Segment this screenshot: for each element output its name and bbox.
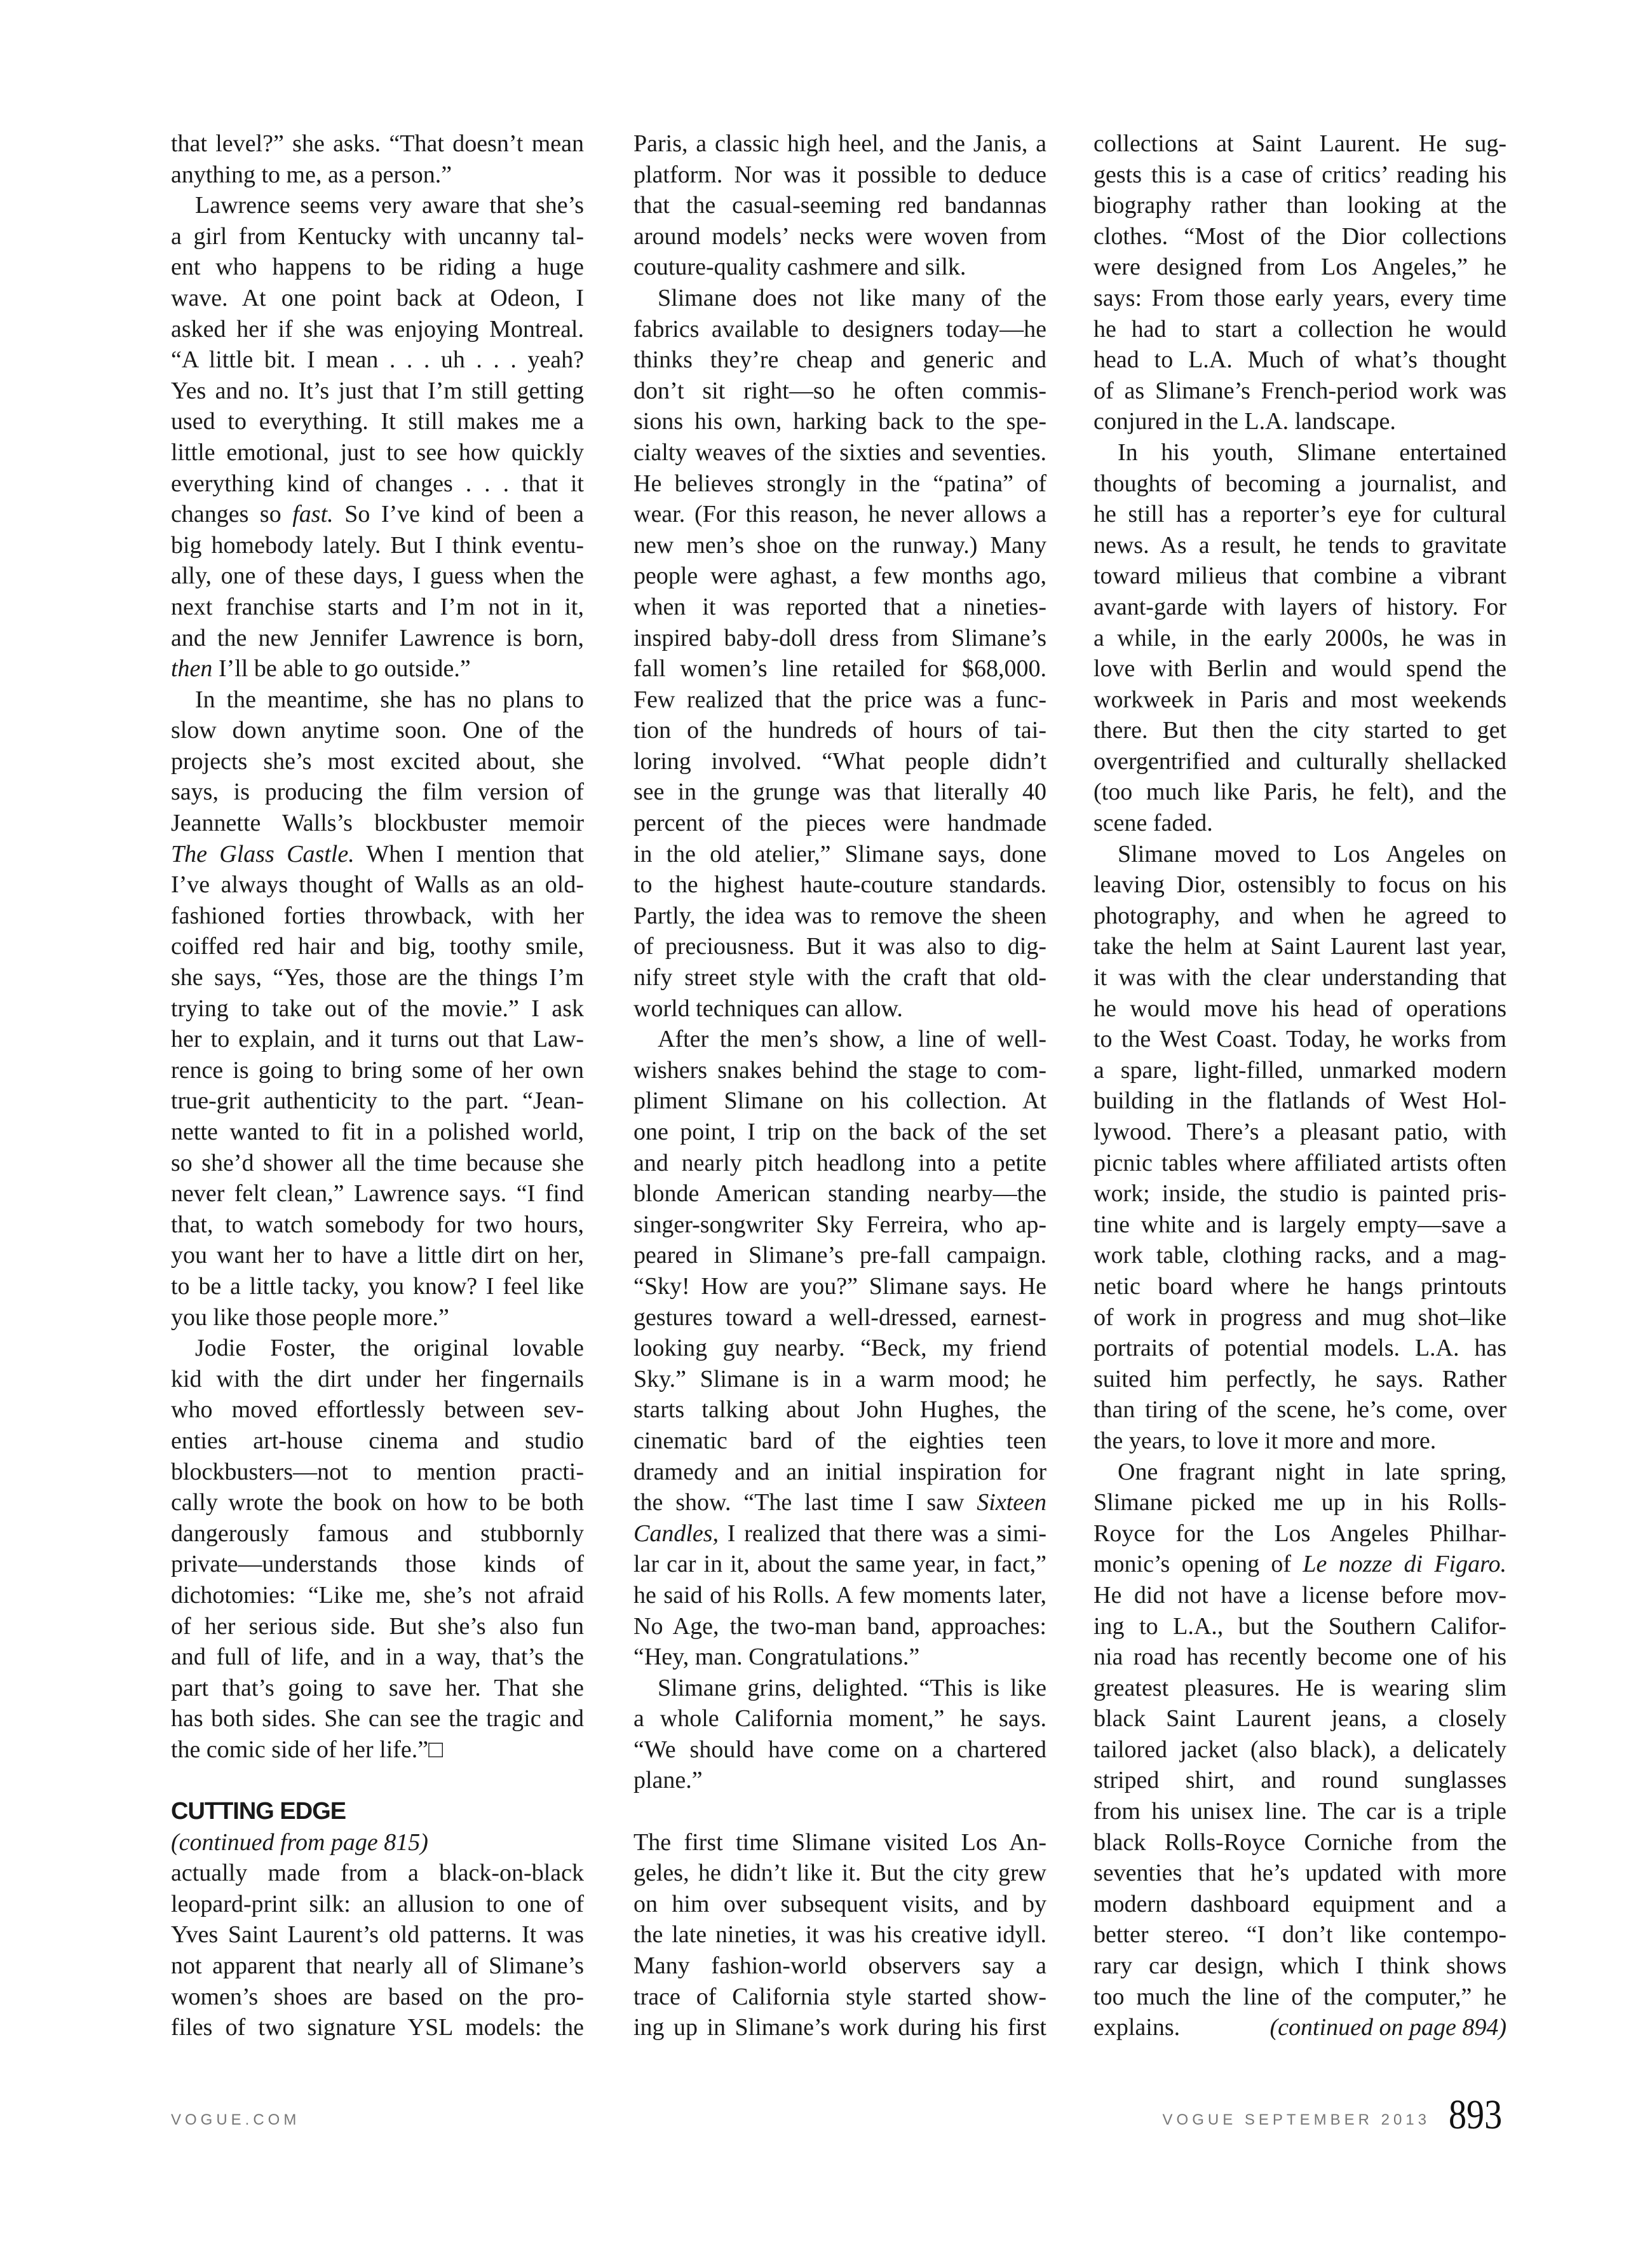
text-line: in the old atelier,” Slimane says, done	[633, 840, 1046, 868]
paragraph	[633, 1024, 1046, 1672]
text-line: of as Slimane’s French-period work was	[1093, 377, 1506, 404]
text-line: the comic side of her life.”□	[171, 1736, 443, 1763]
text-line: lar car in it, about the same year, in fact,”	[633, 1551, 1046, 1578]
text-line: blonde American standing nearby—the	[633, 1180, 1046, 1208]
text-line: has both sides. She can see the tragic and	[171, 1705, 584, 1732]
text-line: Yes and no. It’s just that I’m still getting	[171, 377, 584, 404]
paragraph	[1093, 128, 1506, 437]
text-line: he had to start a collection he would	[1093, 315, 1506, 343]
text-line: ing up in Slimane’s work during his first	[633, 2014, 1046, 2041]
text-line: a whole California moment,” he says.	[633, 1705, 1046, 1732]
text-line: portraits of potential models. L.A. has	[1093, 1335, 1506, 1362]
text-line: starts talking about John Hughes, the	[633, 1396, 1046, 1424]
text-line: Lawrence seems very aware that she’s	[195, 192, 584, 219]
text-line: toward milieus that combine a vibrant	[1093, 562, 1506, 590]
text-line: of work in progress and mug shot–like	[1093, 1303, 1506, 1331]
text-line: singer-songwriter Sky Ferreira, who ap-	[633, 1211, 1046, 1238]
text-line: rary car design, which I think shows	[1093, 1952, 1506, 1980]
text-line: new men’s shoe on the runway.) Many	[633, 531, 1046, 559]
text-line: world techniques can allow.	[633, 995, 903, 1022]
text-line: news. As a result, he tends to gravitate	[1093, 531, 1506, 559]
text-line: he still has a reporter’s eye for cultural	[1093, 501, 1506, 528]
text-line: rence is going to bring some of her own	[171, 1056, 584, 1084]
text-line: sions his own, harking back to the spe-	[633, 408, 1046, 435]
text-line: black Saint Laurent jeans, a closely	[1093, 1705, 1506, 1732]
text-line: and full of life, and in a way, that’s the	[171, 1644, 584, 1671]
text-line: tailored jacket (also black), a delicately	[1093, 1736, 1506, 1763]
text-line: when it was reported that a nineties-	[633, 593, 1046, 620]
paragraph	[1093, 1457, 1506, 2043]
text-line: Many fashion-world observers say a	[633, 1952, 1046, 1980]
text-line: ing to L.A., but the Southern Califor-	[1093, 1612, 1506, 1640]
text-line	[171, 839, 584, 870]
text-line: trace of California style started show-	[633, 1983, 1046, 2010]
text-line: and nearly pitch headlong into a petite	[633, 1149, 1046, 1176]
text-line: you want her to have a little dirt on her,	[171, 1242, 584, 1269]
italic-text: The Glass Castle.	[171, 840, 355, 868]
text-line: Jeannette Walls’s blockbuster memoir	[171, 810, 584, 837]
text-line: you like those people more.”	[171, 1303, 449, 1331]
text-line: After the men’s show, a line of well-	[658, 1026, 1046, 1053]
text-line: Jodie Foster, the original lovable	[195, 1335, 584, 1362]
text-line: conjured in the L.A. landscape.	[1093, 408, 1396, 435]
text-line: wishers snakes behind the stage to com-	[633, 1056, 1046, 1084]
text-line: wear. (For this reason, he never allows a	[633, 501, 1046, 528]
text-line: around models’ necks were woven from	[633, 222, 1046, 250]
text-line: black Rolls-Royce Corniche from the	[1093, 1828, 1506, 1856]
italic-text: Sixteen	[977, 1489, 1046, 1516]
text-line: workweek in Paris and most weekends	[1093, 686, 1506, 713]
text-line: ally, one of these days, I guess when the	[171, 562, 584, 590]
paragraph	[171, 1858, 584, 2043]
text-line: He did not have a license before mov-	[1093, 1581, 1506, 1609]
text-line: were designed from Los Angeles,” he	[1093, 254, 1506, 281]
text-line: actually made from a black-on-black	[171, 1860, 584, 1887]
text-line: she says, “Yes, those are the things I’m	[171, 964, 584, 991]
paragraph	[633, 128, 1046, 283]
paragraph	[633, 1673, 1046, 1796]
text-line: to the highest haute-couture standards.	[633, 871, 1046, 899]
text-line: says: From those early years, every time	[1093, 284, 1506, 311]
text-line: cally wrote the book on how to be both	[171, 1489, 584, 1516]
text-line: there. But then the city started to get	[1093, 717, 1506, 744]
text-line: the late nineties, it was his creative idyll.	[633, 1921, 1046, 1949]
text-line	[633, 1487, 1046, 1518]
text-line	[171, 499, 584, 530]
text-line: says, is producing the film version of	[171, 779, 584, 806]
text-line: No Age, the two-man band, approaches:	[633, 1612, 1046, 1640]
text-line: a while, in the early 2000s, he was in	[1093, 624, 1506, 651]
text-line: from his unisex line. The car is a triple	[1093, 1798, 1506, 1825]
text-line: fashioned forties throwback, with her	[171, 902, 584, 929]
text-run: I realized that there was a simi-	[719, 1520, 1046, 1547]
text-line: looking guy nearby. “Beck, my friend	[633, 1335, 1046, 1362]
paragraph	[171, 684, 584, 1333]
text-line: Slimane picked me up in his Rolls-	[1093, 1489, 1506, 1516]
text-line: platform. Nor was it possible to deduce	[633, 161, 1046, 188]
italic-text: then	[171, 655, 213, 683]
text-line: enties art-house cinema and studio	[171, 1427, 584, 1454]
text-line: slow down anytime soon. One of the	[171, 717, 584, 744]
text-line: lywood. There’s a pleasant patio, with	[1093, 1119, 1506, 1145]
text-line: Slimane does not like many of the	[658, 284, 1046, 311]
article-column-2	[633, 128, 1046, 2043]
text-line: asked her if she was enjoying Montreal.	[171, 315, 584, 343]
page-number: 893	[1449, 2092, 1503, 2138]
text-line: picnic tables where affiliated artists often	[1093, 1149, 1506, 1176]
text-run: When I mention that	[354, 840, 584, 868]
text-line: One fragrant night in late spring,	[1118, 1458, 1506, 1485]
text-line: greatest pleasures. He is wearing slim	[1093, 1674, 1506, 1701]
text-line: trying to take out of the movie.” I ask	[171, 995, 584, 1022]
text-line: couture-quality cashmere and silk.	[633, 254, 966, 281]
text-line: too much the line of the computer,” he	[1093, 1983, 1506, 2010]
text-line: big homebody lately. But I think eventu-	[171, 531, 584, 559]
continued-on-note: (continued on page 894)	[1269, 2014, 1506, 2041]
text-line: modern dashboard equipment and a	[1093, 1890, 1506, 1917]
text-line: loring involved. “What people didn’t	[633, 747, 1046, 775]
text-line: geles, he didn’t like it. But the city grew	[633, 1860, 1046, 1887]
text-line: people were aghast, a few months ago,	[633, 562, 1046, 590]
text-line: fabrics available to designers today—he	[633, 315, 1046, 343]
text-line: percent of the pieces were handmade	[633, 810, 1046, 837]
text-line: that, to watch somebody for two hours,	[171, 1211, 584, 1238]
text-line: files of two signature YSL models: the	[171, 2014, 584, 2041]
text-line: to the West Coast. Today, he works from	[1093, 1026, 1506, 1053]
text-line: anything to me, as a person.”	[171, 161, 452, 188]
text-line: a spare, light-filled, unmarked modern	[1093, 1056, 1506, 1084]
text-line: he said of his Rolls. A few moments later,	[633, 1581, 1046, 1609]
text-line: building in the flatlands of West Hol-	[1093, 1087, 1506, 1115]
continued-from-note: (continued from page 815)	[171, 1828, 428, 1856]
text-line: see in the grunge was that literally 40	[633, 779, 1046, 806]
text-line: work table, clothing racks, and a mag-	[1093, 1242, 1506, 1269]
text-line: nify street style with the craft that old-	[633, 964, 1046, 991]
text-line: wave. At one point back at Odeon, I	[171, 284, 584, 311]
text-line: Royce for the Los Angeles Philhar-	[1093, 1520, 1506, 1547]
text-line	[633, 1518, 1046, 1549]
text-line: don’t sit right—so he often commis-	[633, 377, 1046, 404]
paragraph	[171, 190, 584, 684]
text-line: “We should have come on a chartered	[633, 1736, 1046, 1763]
text-line: part that’s going to save her. That she	[171, 1674, 584, 1701]
text-line: head to L.A. Much of what’s thought	[1093, 346, 1506, 374]
text-line: tine white and is largely empty—save a	[1093, 1211, 1506, 1238]
text-line: blockbusters—not to mention practi-	[171, 1458, 584, 1485]
text-line: not apparent that nearly all of Slimane’s	[171, 1952, 584, 1980]
text-line: nia road has recently become one of his	[1093, 1644, 1506, 1671]
text-line: thoughts of becoming a journalist, and	[1093, 470, 1506, 497]
text-line: suited him perfectly, he says. Rather	[1093, 1365, 1506, 1392]
text-line: clothes. “Most of the Dior collections	[1093, 222, 1506, 250]
text-line: In the meantime, she has no plans to	[195, 686, 584, 713]
footer-website: VOGUE.COM	[171, 2111, 301, 2128]
text-line: he would move his head of operations	[1093, 995, 1506, 1022]
text-line: leaving Dior, ostensibly to focus on his	[1093, 871, 1506, 899]
text-line: The first time Slimane visited Los An-	[633, 1828, 1046, 1856]
text-line: tion of the hundreds of hours of tai-	[633, 717, 1046, 744]
text-line: and the new Jennifer Lawrence is born,	[171, 624, 584, 651]
text-line: I’ve always thought of Walls as an old-	[171, 871, 584, 899]
text-line: used to everything. It still makes me a	[171, 408, 584, 435]
text-line: inspired baby-doll dress from Slimane’s	[633, 624, 1046, 651]
text-line: (too much like Paris, he felt), and the	[1093, 779, 1506, 806]
text-line: that the casual-seeming red bandannas	[633, 192, 1046, 219]
text-line	[1093, 1549, 1506, 1580]
text-line: little emotional, just to see how quickly	[171, 439, 584, 466]
article-column-1	[171, 128, 584, 2043]
text-line: of her serious side. But she’s also fun	[171, 1612, 584, 1640]
text-line: everything kind of changes . . . that it	[171, 470, 584, 497]
text-line: pliment Slimane on his collection. At	[633, 1087, 1046, 1115]
text-line: striped shirt, and round sunglasses	[1093, 1767, 1506, 1794]
article-column-3	[1093, 128, 1506, 2043]
text-line: gests this is a case of critics’ reading his	[1093, 161, 1506, 188]
text-line: fall women’s line retailed for $68,000.	[633, 655, 1046, 683]
footer-issue: VOGUE SEPTEMBER 2013	[1162, 2111, 1430, 2128]
text-line: Yves Saint Laurent’s old patterns. It was	[171, 1921, 584, 1949]
text-line: cialty weaves of the sixties and seventies.	[633, 439, 1046, 466]
text-run: monic’s opening of	[1093, 1551, 1303, 1578]
text-line: He believes strongly in the “patina” of	[633, 470, 1046, 497]
text-line: that level?” she asks. “That doesn’t mean	[171, 130, 584, 157]
text-run: So I’ve kind of been a	[333, 501, 584, 528]
text-line: collections at Saint Laurent. He sug-	[1093, 130, 1506, 157]
text-line: women’s shoes are based on the pro-	[171, 1983, 584, 2010]
text-run: the show. “The last time I saw	[633, 1489, 977, 1516]
text-line: love with Berlin and would spend the	[1093, 655, 1506, 683]
text-line: work; inside, the studio is painted pris-	[1093, 1180, 1506, 1208]
text-line: dramedy and an initial inspiration for	[633, 1458, 1046, 1485]
text-line: ent who happens to be riding a huge	[171, 254, 584, 281]
text-line: avant-garde with layers of history. For	[1093, 593, 1506, 620]
text-line: next franchise starts and I’m not in it,	[171, 593, 584, 620]
text-line: better stereo. “I don’t like contempo-	[1093, 1921, 1506, 1949]
italic-text: Candles,	[633, 1520, 719, 1547]
text-line: kid with the dirt under her fingernails	[171, 1365, 584, 1392]
text-line: “Hey, man. Congratulations.”	[633, 1644, 920, 1671]
paragraph	[1093, 839, 1506, 1457]
text-line: biography rather than looking at the	[1093, 192, 1506, 219]
text-line: true-grit authenticity to the part. “Jean-	[171, 1087, 584, 1115]
paragraph	[633, 283, 1046, 1024]
text-line: it was with the clear understanding that	[1093, 964, 1506, 991]
text-line: seventies that he’s updated with more	[1093, 1860, 1506, 1887]
text-line: gestures toward a well-dressed, earnest-	[633, 1303, 1046, 1331]
section-heading: CUTTING EDGE	[171, 1798, 346, 1825]
text-line: thinks they’re cheap and generic and	[633, 346, 1046, 374]
paragraph	[171, 128, 584, 190]
text-line: on him over subsequent visits, and by	[633, 1890, 1046, 1917]
text-line: Few realized that the price was a func-	[633, 686, 1046, 713]
text-line: projects she’s most excited about, she	[171, 747, 584, 775]
text-line: dangerously famous and stubbornly	[171, 1520, 584, 1547]
text-line: a girl from Kentucky with uncanny tal-	[171, 222, 584, 250]
text-line: “Sky! How are you?” Slimane says. He	[633, 1272, 1046, 1300]
paragraph-spacer	[171, 1765, 584, 1796]
text-line: take the helm at Saint Laurent last year,	[1093, 933, 1506, 960]
text-line: Slimane grins, delighted. “This is like	[658, 1674, 1046, 1701]
text-line: leopard-print silk: an allusion to one of	[171, 1890, 584, 1917]
text-line: peared in Slimane’s pre-fall campaign.	[633, 1242, 1046, 1269]
text-run: I’ll be able to go outside.”	[212, 655, 471, 683]
text-run: changes so	[171, 501, 293, 528]
text-line: who moved effortlessly between sev-	[171, 1396, 584, 1424]
text-line: Slimane moved to Los Angeles on	[1118, 840, 1506, 868]
text-line: her to explain, and it turns out that Law-	[171, 1026, 584, 1053]
text-line: explains. (continued on page 894)	[1093, 2012, 1506, 2043]
text-line: scene faded.	[1093, 810, 1213, 837]
text-line: private—understands those kinds of	[171, 1551, 584, 1578]
text-line: coiffed red hair and big, toothy smile,	[171, 933, 584, 960]
text-line: “A little bit. I mean . . . uh . . . yeah?	[171, 346, 584, 374]
text-line: photography, and when he agreed to	[1093, 902, 1506, 929]
text-line: Sky.” Slimane is in a warm mood; he	[633, 1365, 1046, 1392]
paragraph	[171, 1333, 584, 1765]
text-line: nette wanted to fit in a polished world,	[171, 1119, 584, 1145]
text-line: than tiring of the scene, he’s come, over	[1093, 1396, 1506, 1424]
text-line: to be a little tacky, you know? I feel like	[171, 1272, 584, 1300]
text-line: plane.”	[633, 1767, 703, 1794]
text-line: the years, to love it more and more.	[1093, 1427, 1437, 1454]
text-line: In his youth, Slimane entertained	[1118, 439, 1506, 466]
paragraph-spacer	[633, 1796, 1046, 1827]
text-line	[171, 653, 584, 684]
text-line: dichotomies: “Like me, she’s not afraid	[171, 1581, 584, 1609]
paragraph	[633, 1827, 1046, 2043]
text-line: Paris, a classic high heel, and the Janis, a	[633, 130, 1046, 157]
text-line: never felt clean,” Lawrence says. “I find	[171, 1180, 584, 1208]
italic-text: fast.	[292, 501, 334, 528]
text-line: so she’d shower all the time because she	[171, 1149, 584, 1176]
text-line: of preciousness. But it was also to dig-	[633, 933, 1046, 960]
text-line: cinematic bard of the eighties teen	[633, 1427, 1046, 1454]
text-line: Partly, the idea was to remove the sheen	[633, 902, 1046, 929]
text-line: netic board where he hangs printouts	[1093, 1272, 1506, 1300]
text-line: one point, I trip on the back of the set	[633, 1119, 1046, 1145]
text-line: overgentrified and culturally shellacked	[1093, 747, 1506, 775]
paragraph	[1093, 437, 1506, 839]
italic-text: Le nozze di Figaro.	[1303, 1551, 1506, 1578]
